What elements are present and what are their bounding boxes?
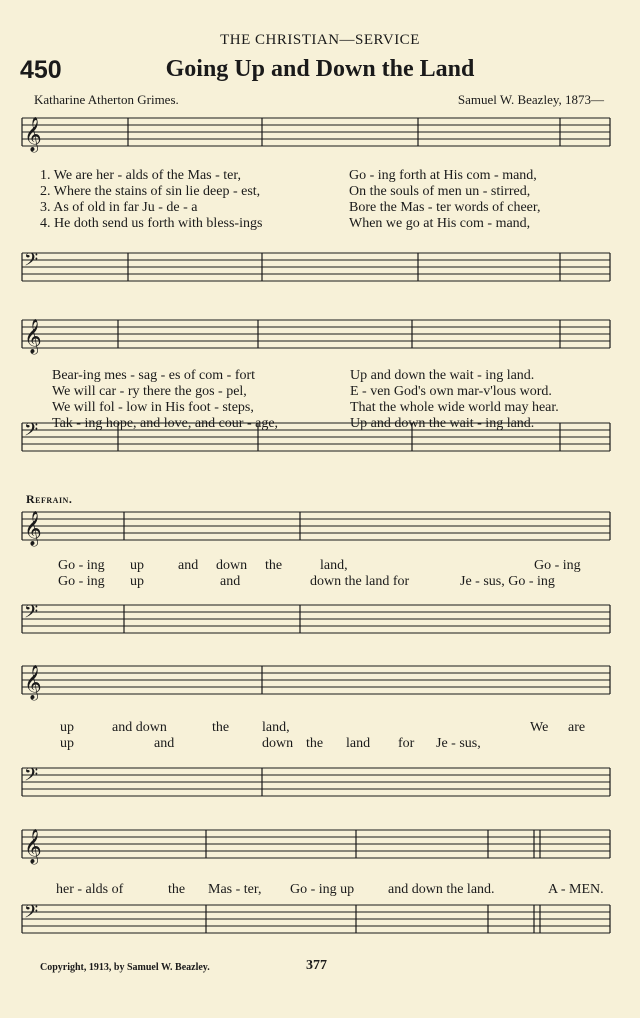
lyric-segment: 3. As of old in far Ju - de - a	[40, 200, 198, 215]
bass-staff	[0, 762, 640, 806]
treble-staff	[0, 314, 640, 358]
lyric-line	[0, 384, 640, 400]
lyric-line	[0, 574, 640, 590]
lyric-segment: the	[306, 736, 324, 751]
lyric-segment: land,	[320, 558, 348, 573]
lyric-segment: Mas - ter,	[208, 882, 262, 897]
lyric-segment: land,	[262, 720, 290, 735]
bass-clef-icon: 𝄢	[24, 765, 39, 790]
lyric-line	[0, 736, 640, 752]
lyric-segment: down	[216, 558, 248, 573]
treble-staff	[0, 112, 640, 156]
refrain-label: Refrain.	[26, 492, 73, 506]
lyric-line	[0, 416, 640, 432]
treble-clef-icon: 𝄞	[24, 665, 42, 700]
bass-clef-icon: 𝄢	[24, 420, 39, 445]
treble-staff	[0, 660, 640, 704]
lyric-segment: Up and down the wait - ing land.	[350, 368, 535, 383]
hymn-number: 450	[20, 56, 62, 84]
lyric-segment: the	[212, 720, 230, 735]
lyric-segment: up	[130, 558, 144, 573]
lyric-segment: for	[398, 736, 415, 751]
lyric-line	[0, 168, 640, 184]
lyric-line	[0, 882, 640, 898]
lyric-segment: On the souls of men un - stirred,	[349, 184, 531, 199]
lyric-segment: land	[346, 736, 371, 751]
bass-staff	[0, 599, 640, 643]
lyric-segment: That the whole wide world may hear.	[350, 400, 559, 415]
lyric-segment: and down	[112, 720, 167, 735]
bass-clef-icon: 𝄢	[24, 250, 39, 275]
treble-clef-icon: 𝄞	[24, 829, 42, 864]
page-number: 377	[306, 958, 327, 973]
lyric-segment: Up and down the wait - ing land.	[350, 416, 535, 431]
lyric-segment: 2. Where the stains of sin lie deep - est,	[40, 184, 261, 199]
treble-clef-icon: 𝄞	[24, 319, 42, 354]
lyric-segment: Go - ing forth at His com - mand,	[349, 168, 537, 183]
lyric-segment: the	[265, 558, 283, 573]
lyric-segment: the	[168, 882, 186, 897]
lyric-line	[0, 400, 640, 416]
treble-clef-icon: 𝄞	[24, 511, 42, 546]
lyric-line	[0, 558, 640, 574]
bass-clef-icon: 𝄢	[24, 602, 39, 627]
lyric-segment: and	[178, 558, 199, 573]
lyric-segment: E - ven God's own mar-v'lous word.	[350, 384, 552, 399]
lyric-segment: Go - ing	[534, 558, 581, 573]
lyric-segment: and down the land.	[388, 882, 495, 897]
lyric-segment: down the land for	[310, 574, 410, 589]
lyric-line	[0, 720, 640, 736]
lyric-segment: 1. We are her - alds of the Mas - ter,	[40, 168, 241, 183]
lyric-segment: her - alds of	[56, 882, 124, 897]
author-credit: Katharine Atherton Grimes.	[34, 92, 179, 107]
lyric-segment: When we go at His com - mand,	[349, 216, 531, 231]
lyric-segment: up	[60, 736, 74, 751]
lyric-segment: and	[154, 736, 175, 751]
lyric-segment: Tak - ing hope, and love, and cour - age,	[52, 416, 279, 431]
treble-staff	[0, 824, 640, 868]
copyright-notice: Copyright, 1913, by Samuel W. Beazley.	[40, 962, 210, 973]
lyric-line	[0, 200, 640, 216]
lyric-line	[0, 368, 640, 384]
lyric-segment: We will car - ry there the gos - pel,	[52, 384, 247, 399]
lyric-segment: down	[262, 736, 294, 751]
section-title: THE CHRISTIAN—SERVICE	[220, 32, 420, 48]
lyric-segment: Bear-ing mes - sag - es of com - fort	[52, 368, 256, 383]
lyric-segment: Go - ing	[58, 558, 105, 573]
lyric-segment: up	[60, 720, 74, 735]
lyric-segment: A - MEN.	[548, 882, 604, 897]
lyric-segment: up	[130, 574, 144, 589]
lyric-segment: 4. He doth send us forth with bless-ings	[40, 216, 263, 231]
lyric-segment: We	[530, 720, 549, 735]
treble-staff	[0, 506, 640, 550]
treble-clef-icon: 𝄞	[24, 117, 42, 152]
lyric-segment: We will fol - low in His foot - steps,	[52, 400, 254, 415]
hymn-title: Going Up and Down the Land	[165, 56, 475, 82]
lyric-segment: Je - sus, Go - ing	[460, 574, 555, 589]
lyric-segment: Go - ing up	[290, 882, 355, 897]
lyric-segment: are	[568, 720, 586, 735]
lyric-line	[0, 184, 640, 200]
lyric-segment: Go - ing	[58, 574, 105, 589]
lyric-segment: and	[220, 574, 241, 589]
composer-credit: Samuel W. Beazley, 1873—	[457, 92, 604, 107]
lyric-segment: Je - sus,	[436, 736, 481, 751]
lyric-line	[0, 216, 640, 232]
bass-staff	[0, 247, 640, 291]
lyric-segment: Bore the Mas - ter words of cheer,	[349, 200, 541, 215]
bass-clef-icon: 𝄢	[24, 902, 39, 927]
bass-staff	[0, 899, 640, 943]
